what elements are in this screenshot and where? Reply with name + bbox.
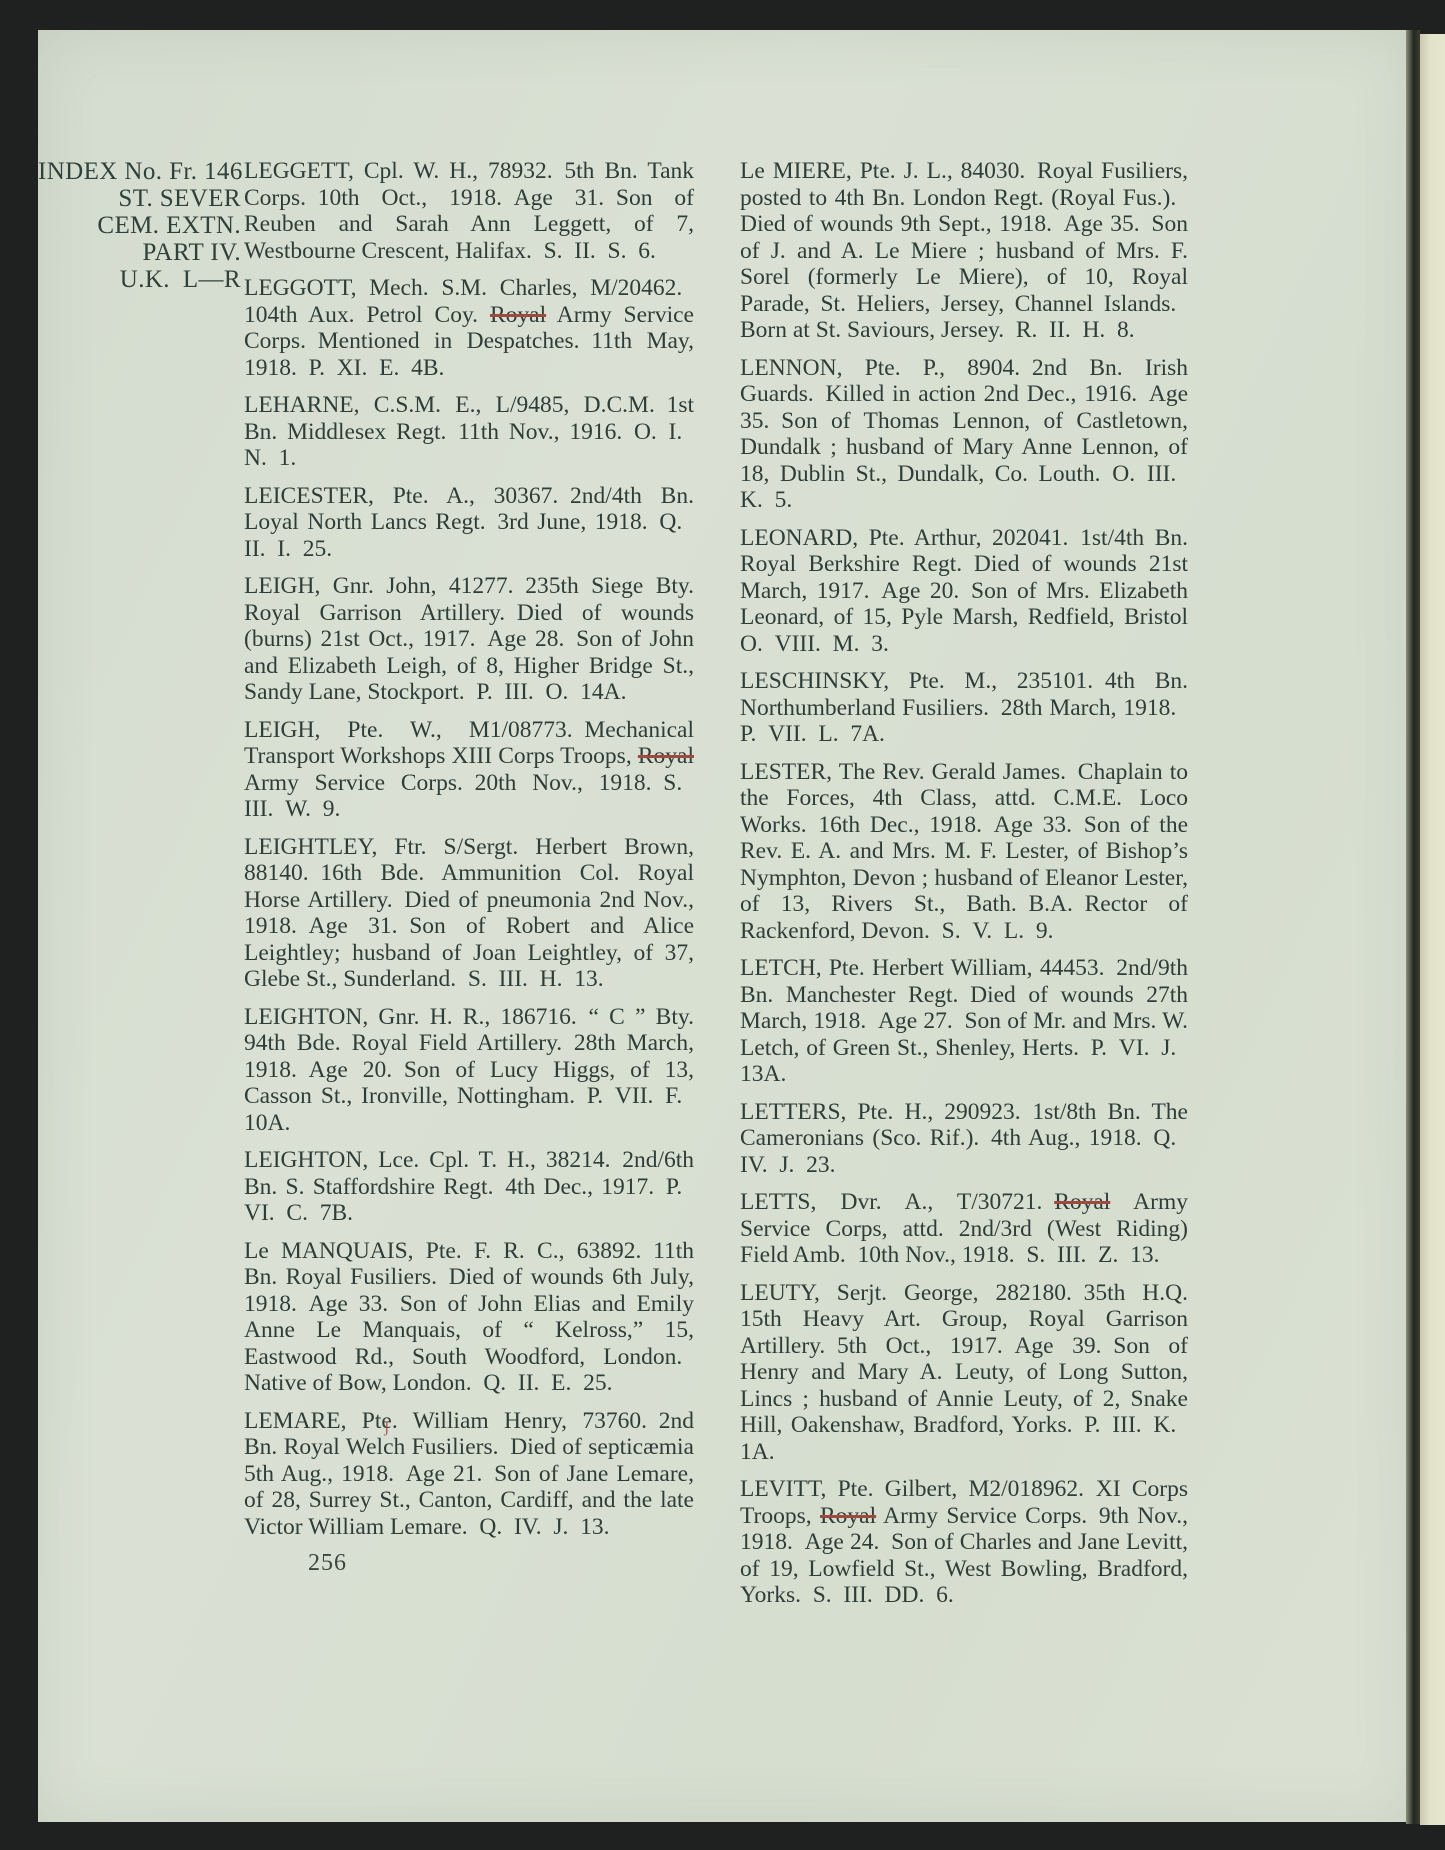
entry-text: LEGGETT, Cpl. W. H., 78932. 5th Bn. Tank Corps. 10th Oct., 1918. Age 31. Son of Reuben and Sarah Ann Leggett, of 7, Westbourne Crescent, Halifax. S. II. S. 6. [244,158,694,264]
entry-text: LESTER, The Rev. Gerald James. Chaplain to the Forces, 4th Class, attd. C.M.E. Loco Works. 16th Dec., 1918. Age 33. Son of the Rev. E. A. and Mrs. M. F. Lester, of Bishop’s Nymphton, Devon ; husband of Eleanor Lester, of 13, Rivers St., Bath. B.A. Rector of Rackenford, Devon. S. V. L. 9. [740,758,1188,944]
register-entry [244,573,694,706]
entry-text: LETTS, Dvr. A., T/30721. [740,1189,1055,1215]
register-entry [740,1476,1188,1609]
column-right [740,158,1188,1620]
register-entry [244,1238,694,1397]
struck-word: Royal [637,743,694,769]
register-entry [244,717,694,823]
page-number: 256 [308,1550,347,1576]
register-entry [244,1147,694,1227]
entry-text: LEIGHTON, Gnr. H. R., 186716. “ C ” Bty. 94th Bde. Royal Field Artillery. 28th March, 1918. Age 20. Son of Lucy Higgs, of 13, Casson St., Ironville, Nottingham. P. VII. F. 10A. [244,1003,694,1136]
entry-text: LETCH, Pte. Herbert William, 44453. 2nd/9th Bn. Manchester Regt. Died of wounds 27th March, 1918. Age 27. Son of Mr. and Mrs. W. Letch, of Green St., Shenley, Herts. P. VI. J. 13A. [740,955,1188,1087]
cemetery-line-2: CEM. EXTN. [97,212,241,239]
entry-text: LENNON, Pte. P., 8904. 2nd Bn. Irish Guards. Killed in action 2nd Dec., 1916. Age 35. Son of Thomas Lennon, of Castletown, Dundalk ; husband of Mary Anne Lennon, of 18, Dublin St., Dundalk, Co. Louth. O. III. K. 5. [740,354,1188,513]
register-entry [740,158,1188,344]
struck-word: Royal [489,301,547,328]
register-entry [740,1099,1188,1179]
register-entry [244,1408,694,1541]
entry-text: Army Service Corps. 9th Nov., 1918. Age 24. Son of Charles and Jane Levitt, of 19, Lowfield St., West Bowling, Bradford, Yorks. S. III. DD. 6. [740,1502,1189,1608]
register-entry [244,483,694,563]
entry-text: Le MIERE, Pte. J. L., 84030. Royal Fusiliers, posted to 4th Bn. London Regt. (Royal Fus.). Died of wounds 9th Sept., 1918. Age 35. Son of J. and A. Le Miere ; husband of Mrs. F. Sorel (formerly Le Miere), of 10, Royal Parade, St. Heliers, Jersey, Channel Islands. Born at St. Saviours, Jersey. R. II. H. 8. [740,158,1188,343]
entry-text: Army Service Corps, attd. 2nd/3rd (West Riding) Field Amb. 10th Nov., 1918. S. III. Z. 13. [740,1189,1189,1268]
entry-text: Fusiliers. Died of septicæmia 5th Aug., 1918. Age 21. Son of Jane Lemare, of 28, Surrey St., Canton, Cardiff, and the late Victor William Lemare. Q. IV. J. 13. [244,1434,694,1540]
register-entry [244,275,694,381]
register-entry [740,759,1188,945]
register-entry [740,1280,1188,1466]
column-left [244,158,694,1551]
register-entry [740,955,1188,1088]
entry-text: LETTERS, Pte. H., 290923. 1st/8th Bn. The Cameronians (Sco. Rif.). 4th Aug., 1918. Q. IV. J. 23. [740,1098,1188,1178]
entry-text: LESCHINSKY, Pte. M., 235101. 4th Bn. Northumberland Fusiliers. 28th March, 1918. P. VII. L. 7A. [740,668,1188,747]
entry-text: Army Service Corps. Mentioned in Despatches. 11th May, 1918. P. XI. E. 4B. [244,301,694,381]
entry-text: Le MANQUAIS, Pte. F. R. C., 63892. 11th Bn. Royal Fusiliers. Died of wounds 6th July, 1918. Age 33. Son of John Elias and Emily Anne Le Manquais, of “ Kelross,” 15, Eastwood Rd., South Woodford, London. Native of Bow, London. Q. II. E. 25. [244,1237,694,1396]
entry-text: LEIGHTLEY, Ftr. S/Sergt. Herbert Brown, 88140. 16th Bde. Ammunition Col. Royal Horse Artillery. Died of pneumonia 2nd Nov., 1918. Age 31. Son of Robert and Alice Leightley; husband of Joan Leightley, of 37, Glebe St., Sunderland. S. III. H. 13. [244,833,694,992]
register-entry [740,355,1188,514]
register-entry [244,1004,694,1137]
register-page [38,30,1410,1822]
next-page-edge [1420,34,1445,1825]
margin-header [38,158,241,293]
entry-text: Army Service Corps. 20th Nov., 1918. S. III. W. 9. [244,769,694,822]
register-entry [244,158,694,264]
entry-text: LEGGOTT, Mech. S.M. Charles, M/20462. 104th Aux. Petrol Coy. [244,275,694,328]
cemetery-line-1: ST. SEVER [118,185,241,212]
book-gutter-shadow [1406,30,1420,1824]
entry-text: LEONARD, Pte. Arthur, 202041. 1st/4th Bn. Royal Berkshire Regt. Died of wounds 21st March, 1917. Age 20. Son of Mrs. Elizabeth Leonard, of 15, Pyle Marsh, Redfield, Bristol O. VIII. M. 3. [740,524,1188,657]
struck-word: Royal [1054,1189,1111,1215]
register-entry [740,525,1188,658]
range-line: U.K. L—R [119,266,241,293]
entry-text: LEVITT, Pte. Gilbert, M2/018962. XI Corps Troops, [740,1476,1188,1529]
register-entry [740,1189,1188,1269]
entry-text: LEUTY, Serjt. George, 282180. 35th H.Q. 15th Heavy Art. Group, Royal Garrison Artillery. 5th Oct., 1917. Age 39. Son of Henry and Mary A. Leuty, of Long Sutton, Lincs ; husband of Annie Leuty, of 2, Snake Hill, Oakenshaw, Bradford, Yorks. P. III. K. 1A. [740,1279,1188,1465]
register-entry [244,834,694,993]
entry-text: LEMARE, Pte. William Henry, 73760. 2nd Bn. Royal Wel [244,1407,694,1460]
part-line: PART IV. [142,239,241,266]
entry-text: LEHARNE, C.S.M. E., L/9485, D.C.M. 1st Bn. Middlesex Regt. 11th Nov., 1916. O. I. N. 1. [244,392,694,471]
register-entry [244,392,694,472]
entry-text: LEICESTER, Pte. A., 30367. 2nd/4th Bn. Loyal North Lancs Regt. 3rd June, 1918. Q. II. I. 25. [244,482,694,562]
index-number-line: INDEX No. Fr. 146 [38,158,243,185]
entry-text: LEIGH, Gnr. John, 41277. 235th Siege Bty. Royal Garrison Artillery. Died of wounds (burns) 21st Oct., 1917. Age 28. Son of John and Elizabeth Leigh, of 8, Higher Bridge St., Sandy Lane, Stockport. P. III. O. 14A. [244,573,694,705]
proof-correction-mark: ch ʃ [383,1434,405,1460]
entry-text: LEIGHTON, Lce. Cpl. T. H., 38214. 2nd/6th Bn. S. Staffordshire Regt. 4th Dec., 1917. P. VI. C. 7B. [244,1147,694,1226]
struck-word: Royal [819,1502,877,1529]
entry-text: LEIGH, Pte. W., M1/08773. Mechanical Transport Workshops XIII Corps Troops, [244,716,694,769]
register-entry [740,668,1188,748]
